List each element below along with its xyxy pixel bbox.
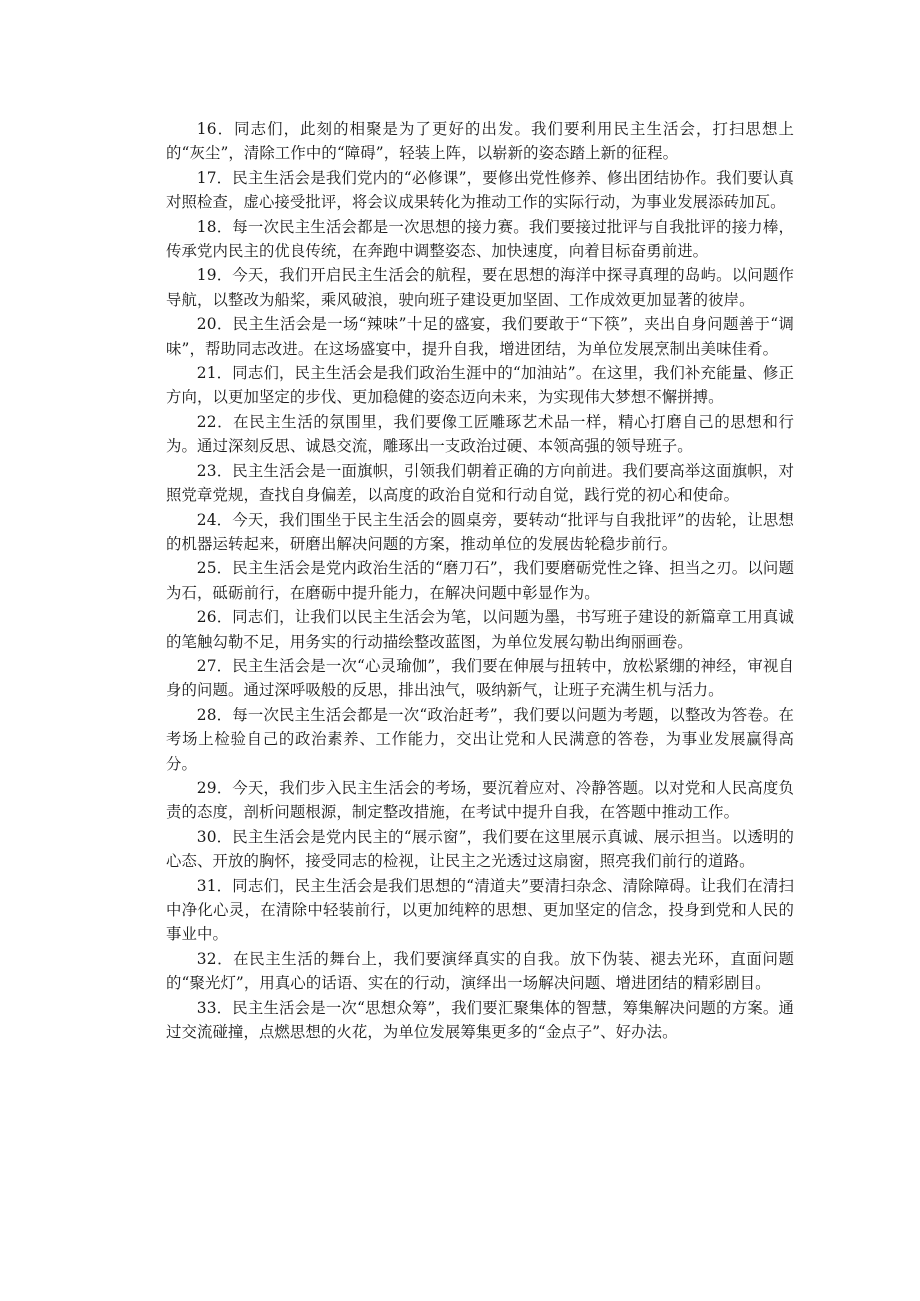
paragraph-17: 17．民主生活会是我们党内的“必修课”，要修出党性修养、修出团结协作。我们要认真对照检查，虚心接受批评，将会议成果转化为推动工作的实际行动，为事业发展添砖加瓦。 (166, 168, 794, 212)
paragraph-16: 16．同志们，此刻的相聚是为了更好的出发。我们要利用民主生活会，打扫思想上的“灰尘”，清除工作中的“障碍”，轻装上阵，以崭新的姿态踏上新的征程。 (166, 120, 794, 163)
paragraph-19: 19．今天，我们开启民主生活会的航程，要在思想的海洋中探寻真理的岛屿。以问题作导航，以整改为船桨，乘风破浪，驶向班子建设更加坚固、工作成效更加显著的彼岸。 (166, 266, 794, 309)
paragraph-22: 22．在民主生活的氛围里，我们要像工匠雕琢艺术品一样，精心打磨自己的思想和行为。通过深刻反思、诚恳交流，雕琢出一支政治过硬、本领高强的领导班子。 (166, 412, 794, 456)
paragraph-21: 21．同志们，民主生活会是我们政治生涯中的“加油站”。在这里，我们补充能量、修正方向，以更加坚定的步伐、更加稳健的姿态迈向未来，为实现伟大梦想不懈拼搏。 (166, 364, 794, 407)
paragraph-33: 33．民主生活会是一次“思想众筹”，我们要汇聚集体的智慧，筹集解决问题的方案。通过交流碰撞，点燃思想的火花，为单位发展筹集更多的“金点子”、好办法。 (166, 998, 794, 1042)
paragraph-25: 25．民主生活会是党内政治生活的“磨刀石”，我们要磨砺党性之锋、担当之刃。以问题为石，砥砺前行，在磨砺中提升能力，在解决问题中彰显作为。 (166, 559, 794, 602)
paragraph-18: 18．每一次民主生活会都是一次思想的接力赛。我们要接过批评与自我批评的接力棒，传承党内民主的优良传统，在奔跑中调整姿态、加快速度，向着目标奋勇前进。 (166, 217, 794, 261)
document-body (166, 117, 794, 1044)
paragraph-23: 23．民主生活会是一面旗帜，引领我们朝着正确的方向前进。我们要高举这面旗帜，对照党章党规，查找自身偏差，以高度的政治自觉和行动自觉，践行党的初心和使命。 (166, 461, 794, 505)
paragraph-24: 24．今天，我们围坐于民主生活会的圆桌旁，要转动“批评与自我批评”的齿轮，让思想的机器运转起来，研磨出解决问题的方案，推动单位的发展齿轮稳步前行。 (166, 510, 794, 553)
paragraph-30: 30．民主生活会是党内民主的“展示窗”，我们要在这里展示真诚、展示担当。以透明的心态、开放的胸怀，接受同志的检视，让民主之光透过这扇窗，照亮我们前行的道路。 (166, 827, 794, 871)
paragraph-27: 27．民主生活会是一次“心灵瑜伽”，我们要在伸展与扭转中，放松紧绷的神经，审视自身的问题。通过深呼吸般的反思，排出浊气，吸纳新气，让班子充满生机与活力。 (166, 656, 794, 700)
paragraph-26: 26．同志们，让我们以民主生活会为笔，以问题为墨，书写班子建设的新篇章工用真诚的笔触勾勒不足，用务实的行动描绘整改蓝图，为单位发展勾勒出绚丽画卷。 (166, 608, 794, 651)
paragraph-31: 31．同志们，民主生活会是我们思想的“清道夫”要清扫杂念、清除障碍。让我们在清扫中净化心灵，在清除中轻装前行，以更加纯粹的思想、更加坚定的信念，投身到党和人民的事业中。 (166, 876, 794, 944)
paragraph-20: 20．民主生活会是一场“辣味”十足的盛宴，我们要敢于“下筷”，夹出自身问题善于“调味”，帮助同志改进。在这场盛宴中，提升自我，增进团结，为单位发展烹制出美味佳肴。 (166, 315, 794, 358)
paragraph-28: 28．每一次民主生活会都是一次“政治赶考”，我们要以问题为考题，以整改为答卷。在考场上检验自己的政治素养、工作能力，交出让党和人民满意的答卷，为事业发展赢得高分。 (166, 705, 794, 773)
paragraph-32: 32．在民主生活的舞台上，我们要演绎真实的自我。放下伪装、褪去光环，直面问题的“聚光灯”，用真心的话语、实在的行动，演绎出一场解决问题、增进团结的精彩剧目。 (166, 949, 794, 993)
paragraph-29: 29．今天，我们步入民主生活会的考场，要沉着应对、冷静答题。以对党和人民高度负责的态度，剖析问题根源，制定整改措施，在考试中提升自我，在答题中推动工作。 (166, 778, 794, 822)
